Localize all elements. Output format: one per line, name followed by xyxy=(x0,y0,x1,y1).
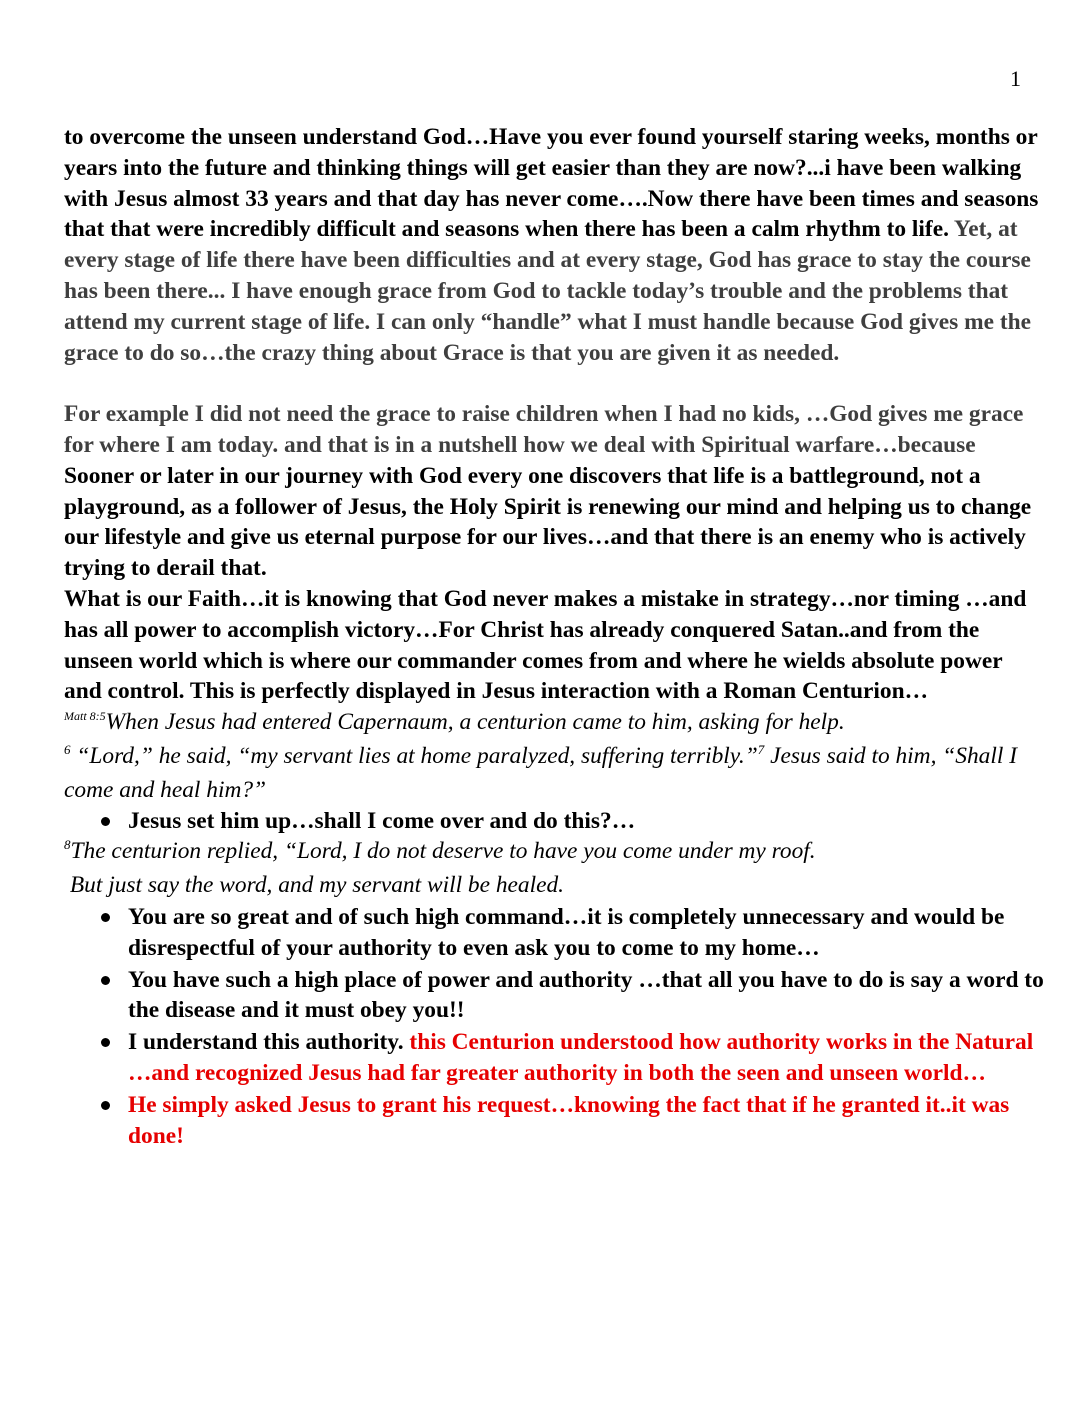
bullet-text-red: this Centurion understood how authority works in the Natural …and recognized Jesus had far greater authority in both the seen and unseen world… xyxy=(128,1029,1034,1086)
bullet-text: You are so great and of such high command…it is completely unnecessary and would be disrespectful of your authority to even ask you to come to my home… xyxy=(128,903,1005,961)
paragraph-faith: What is our Faith…it is knowing that God never makes a mistake in strategy…nor timing …and has all power to accomplish victory…For Christ has already conquered Satan..and from the unseen world which is where our commander comes from and where he wields absolute power and control. This is perfectly displayed in Jesus interaction with a Roman Centurion… xyxy=(64,585,1027,705)
paragraph-grace-black: to overcome the unseen understand God…Have you ever found yourself staring weeks, months or years into the future and thinking things will get easier than they are now?...i have been walking with Jesus almost 33 years and that day has never come….Now there have been times and seasons that that were incredibly difficult and seasons when there has been a calm rhythm to life. xyxy=(64,124,1039,243)
paragraph-warfare xyxy=(64,399,1044,584)
verse-5-text: When Jesus had entered Capernaum, a centurion came to him, asking for help. xyxy=(105,709,845,736)
paragraph-warfare-black: Sooner or later in our journey with God every one discovers that life is a battleground, not a playground, as a follower of Jesus, the Holy Spirit is renewing our mind and helping us to change our lifestyle and give us eternal purpose for our lives…and that there is an enemy who is actively trying to derail that. xyxy=(64,462,1032,582)
paragraph-gap xyxy=(64,368,1044,399)
bullet-text: I understand this authority. xyxy=(128,1029,404,1056)
verse-reference: Matt 8:5 xyxy=(64,709,106,724)
bullet-list-2 xyxy=(64,902,1044,1151)
bullet-text-red: He simply asked Jesus to grant his request…knowing the fact that if he granted it..it was done! xyxy=(128,1091,1010,1149)
bullet-text: You have such a high place of power and authority …that all you have to do is say a word to the disease and it must obey you!! xyxy=(128,966,1044,1024)
bullet-item xyxy=(128,1090,1044,1152)
verse-8-line-2: But just say the word, and my servant will be healed. xyxy=(69,872,565,899)
paragraph-grace-gray: Yet, at every stage of life there have been difficulties and at every stage, God has grace to stay the course has been there... I have enough grace from God to tackle today’s trouble and the problems that attend my current stage of life. I can only “handle” what I must handle because God gives me the grace to do so…the crazy thing about Grace is that you are given it as needed. xyxy=(64,216,1032,366)
bullet-item xyxy=(128,902,1044,964)
document-body xyxy=(64,122,1044,1151)
bullet-item: Jesus set him up…shall I come over and do this?… xyxy=(128,806,1044,837)
verse-6-text: “Lord,” he said, “my servant lies at home paralyzed, suffering terribly.” xyxy=(76,742,758,769)
verse-number-6: 6 xyxy=(64,741,71,757)
bullet-item xyxy=(128,1027,1044,1089)
verse-7-text: Jesus said to him, “Shall I come and heal him?” xyxy=(64,742,1017,803)
verse-number-7: 7 xyxy=(757,741,765,757)
bullet-item xyxy=(128,965,1044,1027)
scripture-matt-8-5-7 xyxy=(64,707,1044,805)
paragraph-grace xyxy=(64,122,1044,368)
page-number: 1 xyxy=(1010,66,1021,91)
verse-8-line-1: The centurion replied, “Lord, I do not deserve to have you come under my roof. xyxy=(70,838,816,865)
bullet-list-1 xyxy=(64,806,1044,837)
paragraph-warfare-gray: For example I did not need the grace to raise children when I had no kids, …God gives me grace for where I am today. and that is in a nutshell how we deal with Spiritual warfare…because xyxy=(64,401,1024,458)
scripture-matt-8-8 xyxy=(64,836,1044,901)
verse-number-8: 8 xyxy=(64,837,71,853)
